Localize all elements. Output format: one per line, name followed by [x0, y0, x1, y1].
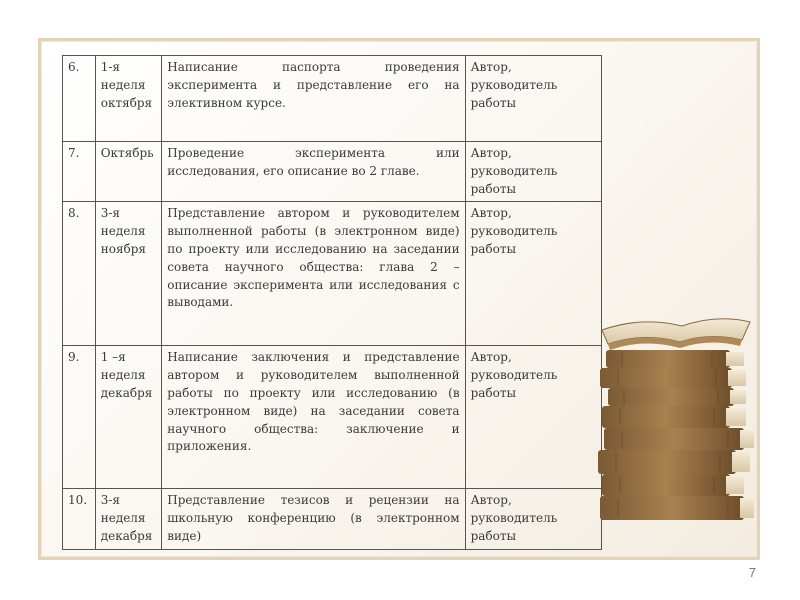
- table-row: [63, 142, 602, 202]
- row-number: 8.: [63, 202, 96, 346]
- row-task: Написание заключения и представление автором и руководителем выполненной работы по проекту или исследованию (в электронном виде) на заседании совета научного общества: заключение и приложения.: [162, 346, 465, 489]
- row-task: Проведение эксперимента или исследования, его описание во 2 главе.: [162, 142, 465, 202]
- schedule-table: [62, 55, 602, 550]
- row-task: Представление автором и руководителем выполненной работы (в электронном виде) по проекту или исследованию на заседании совета научного общества: глава 2 – описание эксперимента или исследования с выводами.: [162, 202, 465, 346]
- row-responsible: Автор, руководитель работы: [465, 346, 601, 489]
- row-responsible: Автор, руководитель работы: [465, 202, 601, 346]
- row-responsible: Автор, руководитель работы: [465, 489, 601, 549]
- page-number: 7: [748, 565, 756, 580]
- row-date: 1 –я неделя декабря: [95, 346, 162, 489]
- row-number: 6.: [63, 56, 96, 142]
- row-date: Октябрь: [95, 142, 162, 202]
- table-row: [63, 56, 602, 142]
- row-number: 9.: [63, 346, 96, 489]
- row-task: Представление тезисов и рецензии на школьную конференцию (в электронном виде): [162, 489, 465, 549]
- table-row: [63, 202, 602, 346]
- table-row: [63, 489, 602, 549]
- row-date: 3-я неделя декабря: [95, 489, 162, 549]
- row-date: 1-я неделя октября: [95, 56, 162, 142]
- row-responsible: Автор, руководитель работы: [465, 56, 601, 142]
- row-number: 10.: [63, 489, 96, 549]
- row-responsible: Автор, руководитель работы: [465, 142, 601, 202]
- stack-of-books-icon: [592, 296, 762, 524]
- row-date: 3-я неделя ноября: [95, 202, 162, 346]
- table-row: [63, 346, 602, 489]
- row-task: Написание паспорта проведения эксперимента и представление его на элективном курсе.: [162, 56, 465, 142]
- row-number: 7.: [63, 142, 96, 202]
